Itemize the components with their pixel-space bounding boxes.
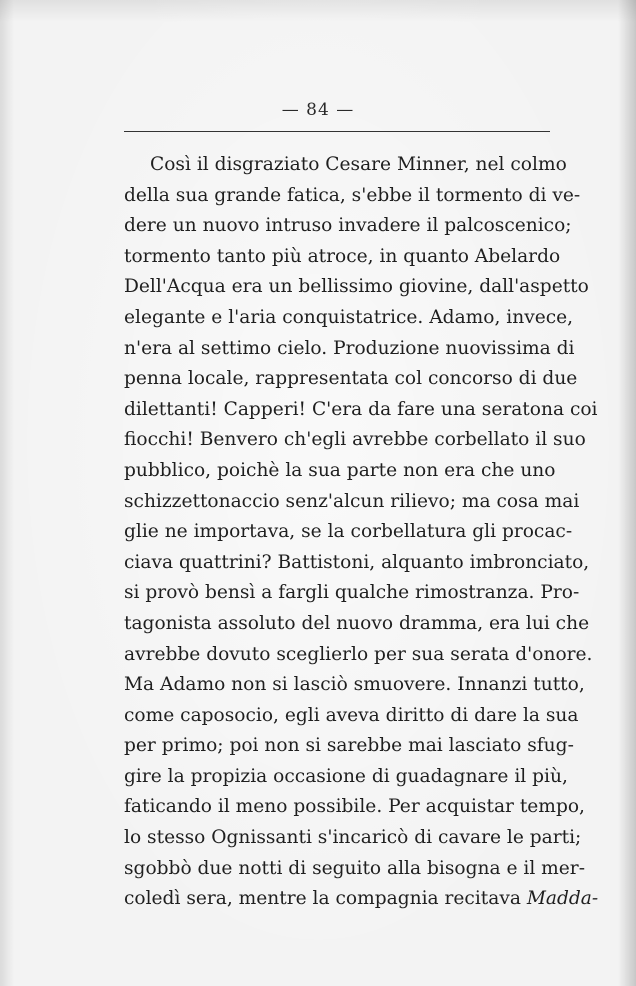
page-number: — 84 —: [281, 100, 355, 120]
text-line: glie ne importava, se la corbellatura gli procac-: [124, 521, 573, 543]
text-line: Dell'Acqua era un bellissimo giovine, dall'aspetto: [124, 276, 589, 298]
text-line: Ma Adamo non si lasciò smuovere. Innanzi tutto,: [124, 674, 585, 696]
text-line: Così il disgraziato Cesare Minner, nel colmo: [150, 154, 567, 175]
text-line: pubblico, poichè la sua parte non era che uno: [124, 459, 556, 481]
text-line: gire la propizia occasione di guadagnare il più,: [124, 765, 568, 787]
text-line: dere un nuovo intruso invadere il palcoscenico;: [124, 215, 572, 237]
body-text: [124, 150, 599, 915]
text-line: come caposocio, egli aveva diritto di dare la sua: [124, 704, 579, 726]
text-line: schizzettonaccio senz'alcun rilievo; ma cosa mai: [124, 490, 580, 512]
header-rule: [124, 131, 550, 132]
last-line-prefix: coledì sera, mentre la compagnia recitava: [124, 888, 521, 910]
text-line: della sua grande fatica, s'ebbe il tormento di ve-: [124, 184, 581, 206]
text-line: elegante e l'aria conquistatrice. Adamo, invece,: [124, 306, 574, 328]
text-line: penna locale, rappresentata col concorso di due: [124, 368, 578, 390]
text-line: lo stesso Ognissanti s'incaricò di cavare le parti;: [124, 827, 582, 849]
last-line-italic: Madda-: [526, 888, 599, 910]
text-line: n'era al settimo cielo. Produzione nuovissima di: [124, 337, 575, 359]
text-line: tormento tanto più atroce, in quanto Abelardo: [124, 245, 561, 267]
text-line: fiocchi! Benvero ch'egli avrebbe corbellato il suo: [124, 429, 586, 451]
text-line: ciava quattrini? Battistoni, alquanto imbronciato,: [124, 551, 590, 573]
text-line: tagonista assoluto del nuovo dramma, era lui che: [124, 612, 590, 634]
text-line: dilettanti! Capperi! C'era da fare una seratona coi: [124, 398, 598, 420]
text-line: avrebbe dovuto sceglierlo per sua serata d'onore.: [124, 643, 593, 665]
text-line-last: [124, 884, 599, 915]
text-line: faticando il meno possibile. Per acquistar tempo,: [124, 796, 585, 818]
text-line: sgobbò due notti di seguito alla bisogna e il mer-: [124, 857, 585, 879]
text-line: si provò bensì a fargli qualche rimostranza. Pro-: [124, 582, 580, 604]
text-line: per primo; poi non si sarebbe mai lasciato sfug-: [124, 735, 574, 757]
